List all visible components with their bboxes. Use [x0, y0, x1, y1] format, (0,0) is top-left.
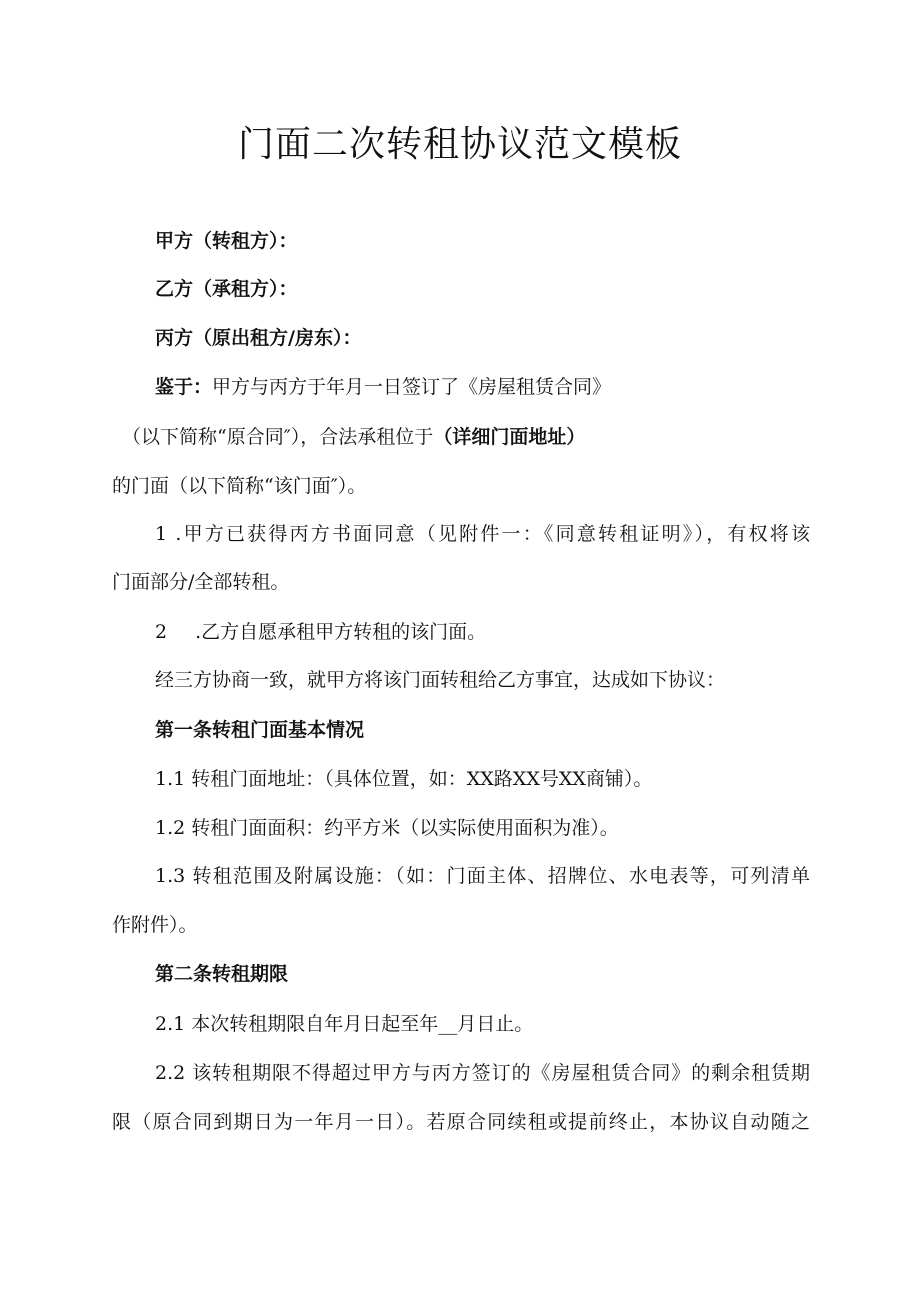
party-b-label: 乙方（承租方）： — [155, 278, 298, 300]
party-c-label: 丙方（原出租方/房东）： — [155, 327, 362, 349]
whereas-line-2 — [122, 422, 585, 452]
whereas-label: 鉴于： — [155, 376, 213, 398]
party-a-label: 甲方（转租方）： — [155, 230, 298, 252]
item-2-text: .乙方自愿承租甲方转租的该门面。 — [195, 621, 487, 643]
whereas-line-3: 的门面（以下简称“该门面″）。 — [112, 475, 367, 497]
consensus-text: 经三方协商一致，就甲方将该门面转租给乙方事宜，达成如下协议： — [155, 669, 726, 691]
article-2-heading: 第二条转租期限 — [155, 963, 289, 985]
whereas-text-1: 甲方与丙方于年月一日签订了《房屋租赁合同》 — [212, 376, 612, 398]
document-title: 门面二次转租协议范文模板 — [237, 124, 682, 165]
clause-1-2: 1.2 转租门面面积：约平方米（以实际使用面积为准）。 — [155, 817, 619, 839]
clause-2-2-line-1: 2.2 该转租期限不得超过甲方与丙方签订的《房屋租赁合同》的剩余租赁期 — [155, 1062, 810, 1084]
whereas-line-1 — [155, 372, 611, 402]
shop-address-placeholder: （详细门面地址） — [433, 426, 586, 448]
item-1-line-1: 1 .甲方已获得丙方书面同意（见附件一：《同意转租证明》），有权将该 — [155, 523, 810, 545]
clause-1-1: 1.1 转租门面地址：（具体位置，如：XX路XX号XX商铺）。 — [155, 768, 653, 790]
clause-2-1: 2.1 本次转租期限自年月日起至年__月日止。 — [155, 1013, 534, 1035]
item-2 — [155, 617, 486, 647]
article-1-heading: 第一条转租门面基本情况 — [155, 719, 365, 741]
clause-1-3-line-1: 1.3 转租范围及附属设施：（如：门面主体、招牌位、水电表等，可列清单 — [155, 865, 810, 887]
clause-1-3-line-2: 作附件）。 — [112, 914, 198, 936]
item-1-line-2: 门面部分/全部转租。 — [112, 571, 290, 593]
clause-2-2-line-2: 限（原合同到期日为一年月一日）。若原合同续租或提前终止，本协议自动随之 — [112, 1111, 810, 1133]
whereas-text-2: （以下简称“原合同″），合法承租位于 — [122, 426, 434, 448]
item-2-number: 2 — [155, 621, 168, 643]
